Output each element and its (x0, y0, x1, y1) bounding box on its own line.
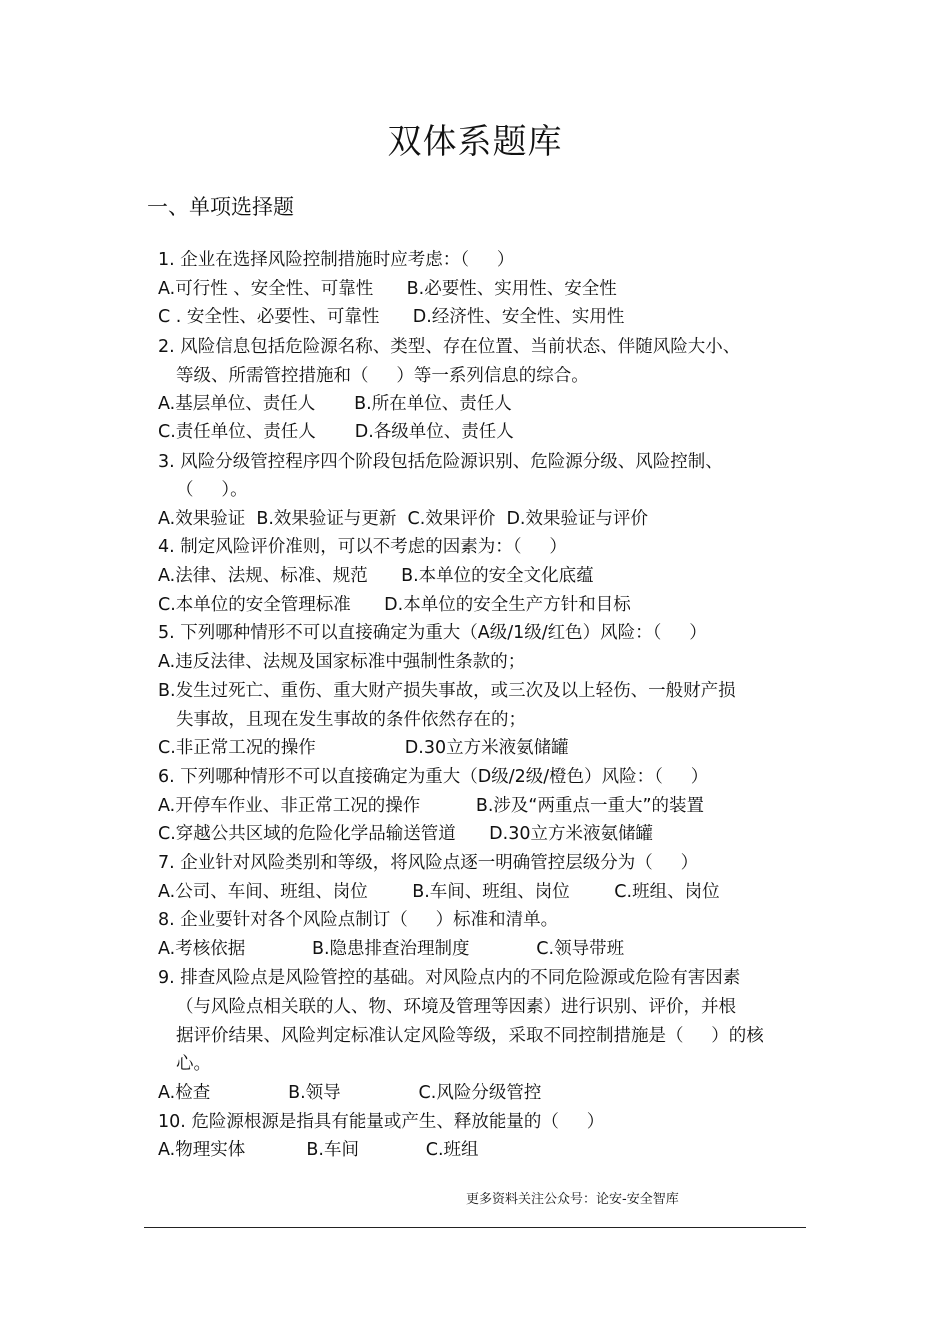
footer-divider (144, 1227, 806, 1228)
section-heading: 一、单项选择题 (147, 195, 294, 219)
question-2-options-ab: A.基层单位、责任人 B.所在单位、责任人 (158, 394, 512, 414)
question-2-options-cd: C.责任单位、责任人 D.各级单位、责任人 (158, 422, 514, 442)
question-7: 7. 企业针对风险类别和等级，将风险点逐一明确管控层级分为（ ） (158, 853, 699, 873)
question-9-cont-3: 心。 (176, 1054, 211, 1074)
question-9-cont-2: 据评价结果、风险判定标准认定风险等级，采取不同控制措施是（ ）的核 (176, 1026, 764, 1046)
question-6: 6. 下列哪种情形不可以直接确定为重大（D级/2级/橙色）风险：（ ） (158, 767, 709, 787)
question-3-cont: （ ）。 (176, 480, 248, 500)
footer-note: 更多资料关注公众号：论安-安全智库 (466, 1192, 679, 1207)
question-5-option-b-cont: 失事故，且现在发生事故的条件依然存在的； (176, 710, 526, 730)
question-7-options: A.公司、车间、班组、岗位 B.车间、班组、岗位 C.班组、岗位 (158, 882, 720, 902)
question-2: 2. 风险信息包括危险源名称、类型、存在位置、当前状态、伴随风险大小、 (158, 337, 741, 357)
question-10-options: A.物理实体 B.车间 C.班组 (158, 1140, 479, 1160)
question-3: 3. 风险分级管控程序四个阶段包括危险源识别、危险源分级、风险控制、 (158, 452, 723, 472)
question-5: 5. 下列哪种情形不可以直接确定为重大（A级/1级/红色）风险：（ ） (158, 623, 707, 643)
question-6-options-ab: A.开停车作业、非正常工况的操作 B.涉及“两重点一重大”的装置 (158, 796, 705, 816)
question-1-options-ab: A.可行性 、安全性、可靠性 B.必要性、实用性、安全性 (158, 279, 617, 299)
page-title: 双体系题库 (387, 122, 563, 162)
question-6-options-cd: C.穿越公共区域的危险化学品输送管道 D.30立方米液氨储罐 (158, 824, 653, 844)
question-2-cont: 等级、所需管控措施和（ ）等一系列信息的综合。 (176, 366, 589, 386)
question-5-option-b: B.发生过死亡、重伤、重大财产损失事故，或三次及以上轻伤、一般财产损 (158, 681, 736, 701)
question-4: 4. 制定风险评价准则，可以不考虑的因素为：（ ） (158, 537, 567, 557)
question-1-options-cd: C . 安全性、必要性、可靠性 D.经济性、安全性、实用性 (158, 307, 625, 327)
question-10: 10. 危险源根源是指具有能量或产生、释放能量的（ ） (158, 1112, 605, 1132)
question-3-options: A.效果验证 B.效果验证与更新 C.效果评价 D.效果验证与评价 (158, 509, 648, 529)
question-9-cont-1: （与风险点相关联的人、物、环境及管理等因素）进行识别、评价，并根 (176, 997, 736, 1017)
question-4-options-cd: C.本单位的安全管理标准 D.本单位的安全生产方针和目标 (158, 595, 631, 615)
question-1: 1. 企业在选择风险控制措施时应考虑：（ ） (158, 250, 515, 270)
question-5-options-cd: C.非正常工况的操作 D.30立方米液氨储罐 (158, 738, 569, 758)
question-4-options-ab: A.法律、法规、标准、规范 B.本单位的安全文化底蕴 (158, 566, 594, 586)
question-8-options: A.考核依据 B.隐患排查治理制度 C.领导带班 (158, 939, 625, 959)
question-9-options: A.检查 B.领导 C.风险分级管控 (158, 1083, 542, 1103)
question-5-option-a: A.违反法律、法规及国家标准中强制性条款的； (158, 652, 526, 672)
question-9: 9. 排查风险点是风险管控的基础。对风险点内的不同危险源或危险有害因素 (158, 968, 741, 988)
question-8: 8. 企业要针对各个风险点制订（ ）标准和清单。 (158, 910, 559, 930)
